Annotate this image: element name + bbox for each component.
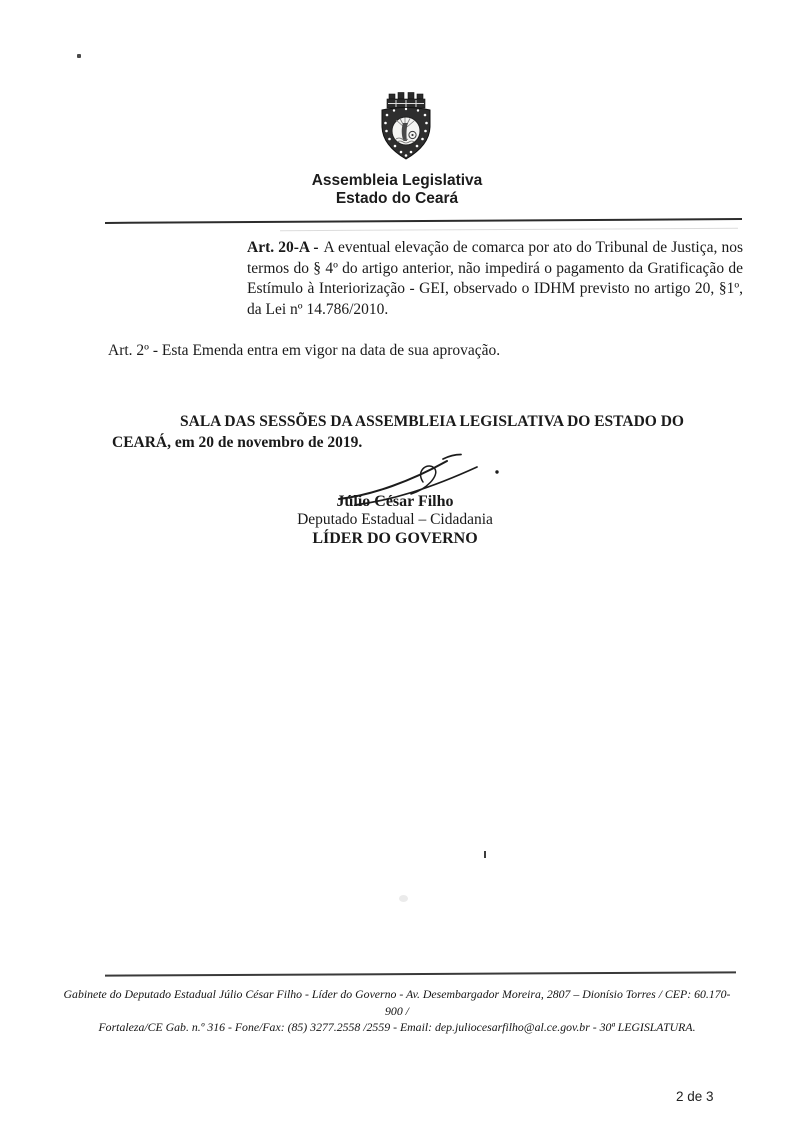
header-block	[0, 172, 794, 207]
org-region: Estado do Ceará	[335, 189, 459, 207]
scan-speck-top-left	[77, 54, 81, 58]
article-2-paragraph: Art. 2º - Esta Emenda entra em vigor na data de sua aprovação.	[108, 342, 501, 359]
closing-statement: SALA DAS SESSÕES DA ASSEMBLEIA LEGISLATIVA DO ESTADO DO CEARÁ, em 20 de novembro de 2019.	[112, 413, 684, 451]
signer-name: Júlio César Filho	[336, 493, 454, 510]
scan-smudge	[399, 895, 408, 902]
article-20a-paragraph	[247, 238, 743, 320]
scan-speck-middle	[484, 851, 486, 858]
org-name: Assembleia Legislativa	[311, 172, 483, 189]
article-20a-text: A eventual elevação de comarca por ato do Tribunal de Justiça, nos termos do § 4º do artigo anterior, não impedirá o pagamento da Gratificação de Estímulo à Interiorização - GEI, observado o IDHM previsto no artigo 20, §1º, da Lei nº 14.786/2010.	[247, 239, 743, 318]
header-divider-ghost	[280, 228, 738, 231]
header-divider	[105, 218, 742, 224]
footer-divider	[105, 971, 736, 976]
ceara-coat-of-arms-icon	[374, 92, 438, 170]
page-number: 2 de 3	[676, 1089, 714, 1104]
footer-line-1: Gabinete do Deputado Estadual Júlio César Filho - Líder do Governo - Av. Desembargador Moreira, 2807 – Dionísio Torres / CEP: 60.170-900 /	[63, 987, 731, 1018]
signer-title: Deputado Estadual – Cidadania	[297, 511, 493, 528]
article-20a-label: Art. 20-A -	[247, 239, 319, 256]
footer-block	[60, 986, 734, 1036]
footer-line-2: Fortaleza/CE Gab. n.º 316 - Fone/Fax: (85) 3277.2558 /2559 - Email: dep.juliocesarfilho@al.ce.gov.br - 30ª LEGISLATURA.	[98, 1020, 696, 1034]
signature-block	[270, 493, 520, 548]
signer-role: LÍDER DO GOVERNO	[312, 530, 478, 547]
